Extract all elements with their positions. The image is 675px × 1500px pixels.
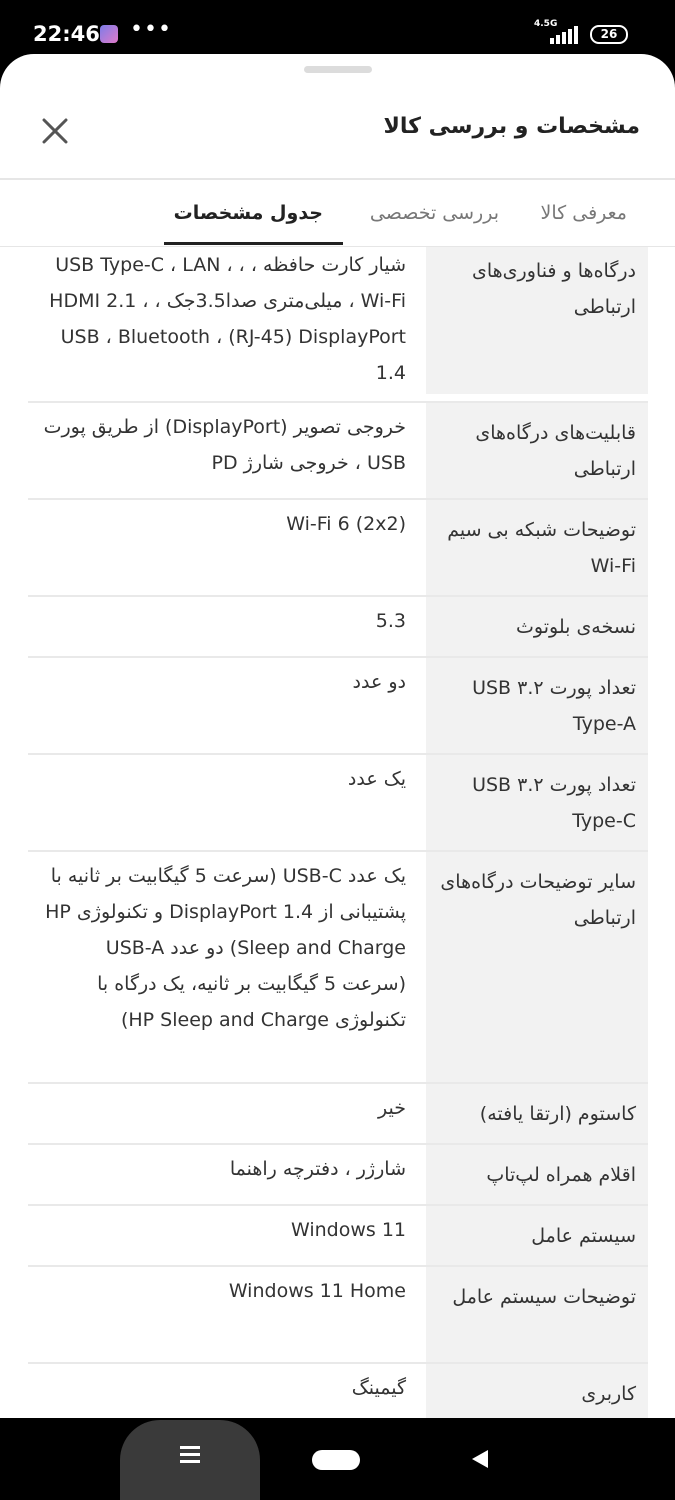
- bottom-sheet: [0, 54, 675, 1418]
- spec-value: گیمینگ: [28, 1364, 426, 1418]
- spec-key: توضیحات شبکه بی سیم Wi-Fi: [426, 500, 648, 595]
- spec-table: [28, 247, 648, 1418]
- table-row: [28, 1364, 648, 1418]
- spec-key: تعداد پورت USB ۳.۲ Type-C: [426, 755, 648, 850]
- spec-key: قابلیت‌های درگاه‌های ارتباطی: [426, 403, 648, 498]
- signal-icon: [548, 26, 580, 44]
- table-row: [28, 852, 648, 1084]
- spec-key: اقلام همراه لپ‌تاپ: [426, 1145, 648, 1204]
- spec-value: خروجی تصویر (DisplayPort) از طریق پورت USB ، خروجی شارژ PD: [28, 403, 426, 498]
- table-row: [28, 403, 648, 500]
- spec-key: سیستم عامل: [426, 1206, 648, 1265]
- battery-level: 26: [600, 27, 618, 41]
- tab-bar: [0, 180, 675, 246]
- more-notifications-icon: •••: [130, 17, 172, 42]
- navigation-bar: [0, 1418, 675, 1500]
- back-button[interactable]: [472, 1450, 488, 1468]
- spec-value: Wi-Fi 6 (2x2): [28, 500, 426, 595]
- table-row: [28, 1206, 648, 1267]
- spec-value: یک عدد: [28, 755, 426, 850]
- spec-key: کاربری: [426, 1364, 648, 1418]
- tab-introduction[interactable]: معرفی کالا: [540, 202, 627, 224]
- network-type: 4.5G: [534, 19, 558, 29]
- status-time: 22:46: [33, 22, 100, 46]
- spec-value: شارژر ، دفترچه راهنما: [28, 1145, 426, 1204]
- spec-key: درگاه‌ها و فناوری‌های ارتباطی: [426, 247, 648, 394]
- spec-value: خیر: [28, 1084, 426, 1143]
- spec-key: توضیحات سیستم عامل: [426, 1267, 648, 1362]
- tab-specifications[interactable]: جدول مشخصات: [173, 202, 323, 224]
- battery-icon: [590, 25, 628, 44]
- spec-key: تعداد پورت USB ۳.۲ Type-A: [426, 658, 648, 753]
- active-tab-indicator: [164, 242, 343, 245]
- app-notification-icon: [100, 25, 118, 43]
- tab-expert-review[interactable]: بررسی تخصصی: [369, 202, 499, 224]
- table-row: [28, 1267, 648, 1364]
- spec-key: سایر توضیحات درگاه‌های ارتباطی: [426, 852, 648, 1082]
- status-bar: [0, 0, 675, 54]
- spec-value: دو عدد: [28, 658, 426, 753]
- menu-icon: [180, 1446, 200, 1466]
- spec-value: 5.3: [28, 597, 426, 656]
- close-button[interactable]: [38, 114, 72, 148]
- table-row: [28, 1145, 648, 1206]
- table-row: [28, 247, 648, 403]
- table-row: [28, 597, 648, 658]
- spec-value: Windows 11 Home: [28, 1267, 426, 1362]
- table-row: [28, 1084, 648, 1145]
- spec-value: یک عدد USB-C (سرعت 5 گیگابیت بر ثانیه با پشتیبانی از DisplayPort 1.4 و تکنولوژی HP Sleep and Charge) دو عدد USB-A (سرعت 5 گیگابیت بر ثانیه، یک درگاه با تکنولوژی HP Sleep and Charge): [28, 852, 426, 1082]
- table-row: [28, 658, 648, 755]
- close-icon: [38, 114, 72, 148]
- sheet-title: مشخصات و بررسی کالا: [383, 114, 640, 139]
- home-button[interactable]: [312, 1450, 360, 1470]
- menu-button[interactable]: [120, 1420, 260, 1500]
- table-row: [28, 755, 648, 852]
- sheet-drag-handle[interactable]: [304, 66, 372, 73]
- table-row: [28, 500, 648, 597]
- spec-key: نسخه‌ی بلوتوث: [426, 597, 648, 656]
- spec-key: کاستوم (ارتقا یافته): [426, 1084, 648, 1143]
- spec-value: شیار کارت حافظه ، ، USB Type-C ، LAN ، Wi-Fi ، میلی‌متری صدا3.5جک ، HDMI 2.1 ، USB ، Bluetooth ، (RJ-45) DisplayPort 1.4: [28, 247, 426, 401]
- spec-value: Windows 11: [28, 1206, 426, 1265]
